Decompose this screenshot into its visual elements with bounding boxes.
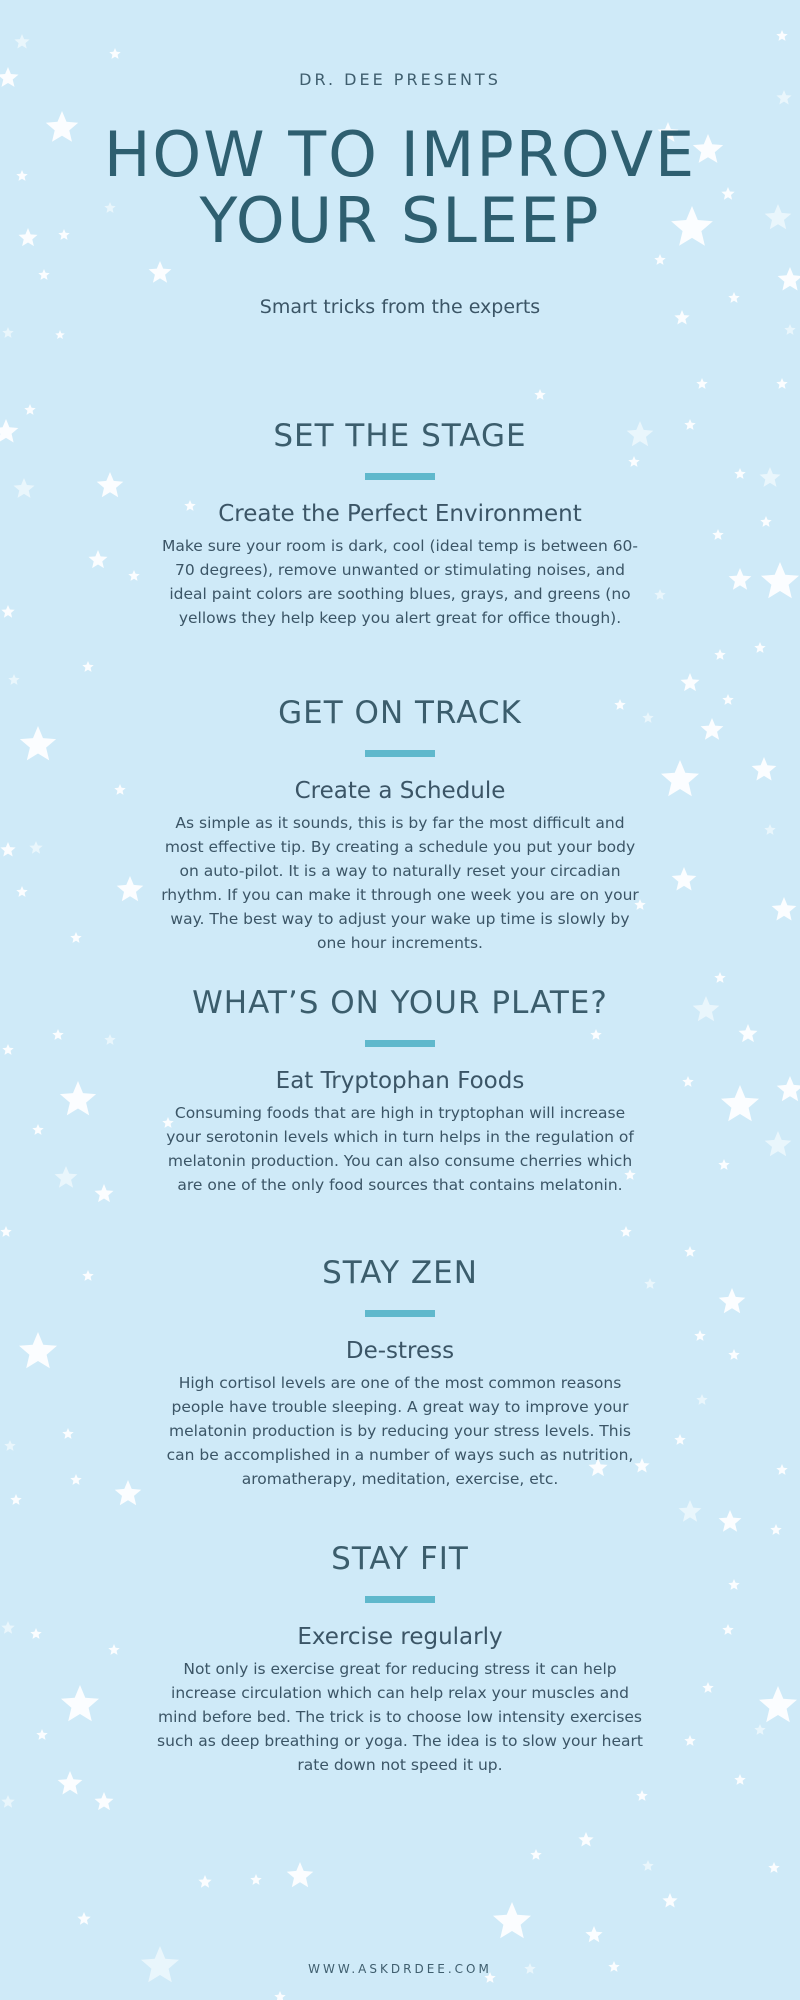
section-whats-on-your-plate — [150, 985, 650, 1197]
section-set-the-stage — [150, 418, 650, 630]
section-heading: STAY FIT — [331, 1541, 469, 1577]
section-divider — [365, 1310, 435, 1317]
section-divider — [365, 1040, 435, 1047]
section-heading: SET THE STAGE — [273, 418, 527, 454]
section-subheading: De-stress — [345, 1338, 455, 1364]
section-subheading: Create the Perfect Environment — [218, 501, 582, 527]
section-body: Make sure your room is dark, cool (ideal temp is between 60-70 degrees), remove unwanted or stimulating noises, and ideal paint colors are soothing blues, grays, and greens (no yellows they help keep you alert great for office though). — [161, 537, 639, 627]
footer-url: WWW.ASKDRDEE.COM — [308, 1962, 492, 1976]
section-divider — [365, 750, 435, 757]
section-body: As simple as it sounds, this is by far the most difficult and most effective tip. By creating a schedule you put your body on auto-pilot. It is a way to naturally reset your circadian rhythm. If you can make it through one week you are on your way. The best way to adjust your wake up time is slowly by one hour increments. — [161, 814, 639, 952]
section-get-on-track — [150, 695, 650, 955]
section-body: High cortisol levels are one of the most common reasons people have trouble sleeping. A great way to improve your melatonin production is by reducing your stress levels. This can be accomplished in a number of ways such as nutrition, aromatherapy, meditation, exercise, etc. — [166, 1374, 634, 1488]
page-subtitle: Smart tricks from the experts — [259, 296, 541, 318]
section-subheading: Eat Tryptophan Foods — [275, 1068, 525, 1094]
section-subheading: Create a Schedule — [294, 778, 506, 804]
page-title: HOW TO IMPROVE YOUR SLEEP — [103, 118, 697, 257]
section-divider — [365, 1596, 435, 1603]
section-heading: WHAT’S ON YOUR PLATE? — [192, 985, 608, 1021]
section-heading: GET ON TRACK — [278, 695, 522, 731]
section-stay-zen — [150, 1255, 650, 1491]
section-stay-fit — [150, 1541, 650, 1777]
presenter-eyebrow: DR. DEE PRESENTS — [299, 70, 501, 89]
section-subheading: Exercise regularly — [297, 1624, 503, 1650]
section-body: Consuming foods that are high in tryptophan will increase your serotonin levels which in turn helps in the regulation of melatonin production. You can also consume cherries which are one of the only food sources that contains melatonin. — [166, 1104, 634, 1194]
section-heading: STAY ZEN — [322, 1255, 478, 1291]
section-body: Not only is exercise great for reducing stress it can help increase circulation which can help relax your muscles and mind before bed. The trick is to choose low intensity exercises such as deep breathing or yoga. The idea is to slow your heart rate down not speed it up. — [157, 1660, 643, 1774]
section-divider — [365, 473, 435, 480]
